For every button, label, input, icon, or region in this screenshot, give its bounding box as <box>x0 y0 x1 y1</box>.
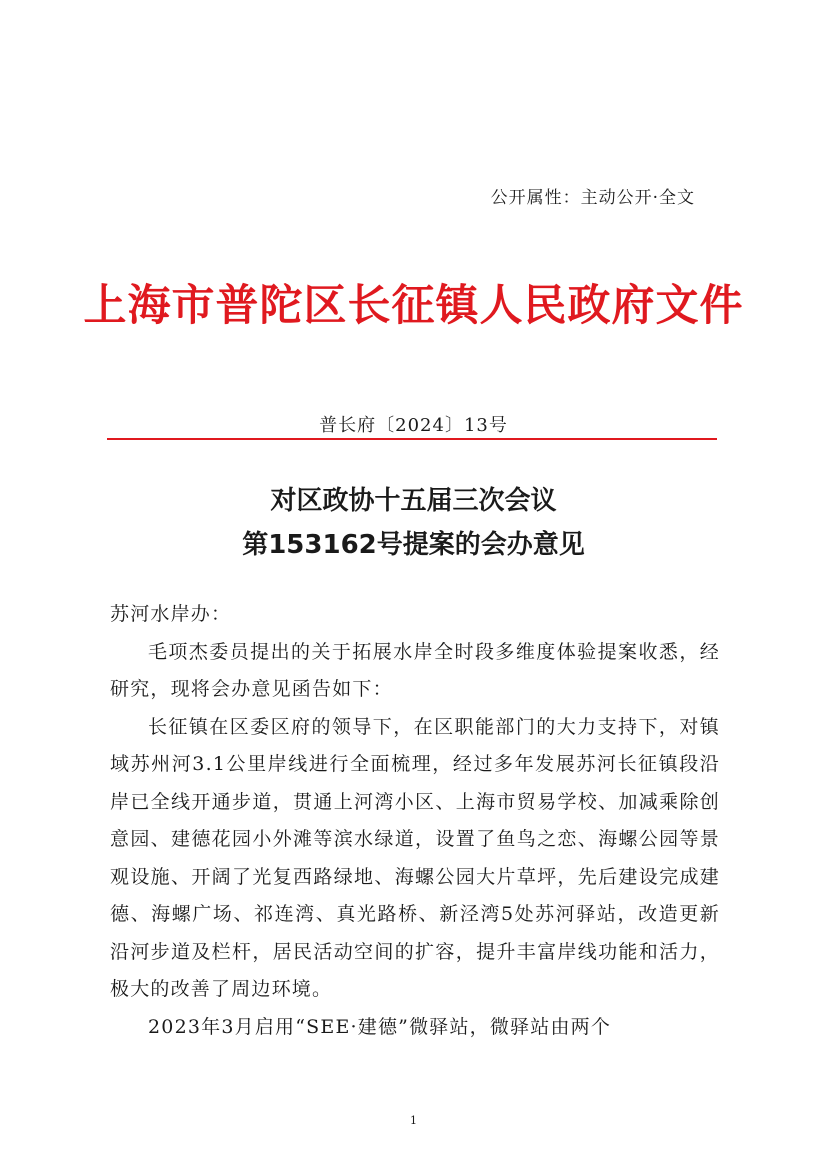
document-body <box>110 596 720 1046</box>
subject-line-2: 第153162号提案的会办意见 <box>242 530 585 560</box>
body-paragraph: 2023年3月启用“SEE·建德”微驿站，微驿站由两个 <box>148 1015 612 1038</box>
salutation: 苏河水岸办： <box>110 603 232 625</box>
red-divider-line <box>107 438 717 440</box>
document-subject <box>0 479 827 567</box>
document-number: 普长府〔2024〕13号 <box>319 415 508 436</box>
disclosure-label: 公开属性：主动公开·全文 <box>490 188 695 208</box>
body-paragraph: 长征镇在区委区府的领导下，在区职能部门的大力支持下，对镇域苏州河3.1公里岸线进行全面梳理，经过多年发展苏河长征镇段沿岸已全线开通步道，贯通上河湾小区、上海市贸易学校、加减乘除创意园、建德花园小外滩等滨水绿道，设置了鱼鸟之恋、海螺公园等景观设施、开阔了光复西路绿地、海螺公园大片草坪，先后建设完成建德、海螺广场、祁连湾、真光路桥、新泾湾5处苏河驿站，改造更新沿河步道及栏杆，居民活动空间的扩容，提升丰富岸线功能和活力，极大的改善了周边环境。 <box>110 715 720 1000</box>
page-number: 1 <box>410 1114 417 1127</box>
issuing-authority-title: 上海市普陀区长征镇人民政府文件 <box>83 281 744 331</box>
body-paragraph: 毛项杰委员提出的关于拓展水岸全时段多维度体验提案收悉，经研究，现将会办意见函告如下： <box>110 640 720 700</box>
subject-line-1: 对区政协十五届三次会议 <box>270 486 557 516</box>
